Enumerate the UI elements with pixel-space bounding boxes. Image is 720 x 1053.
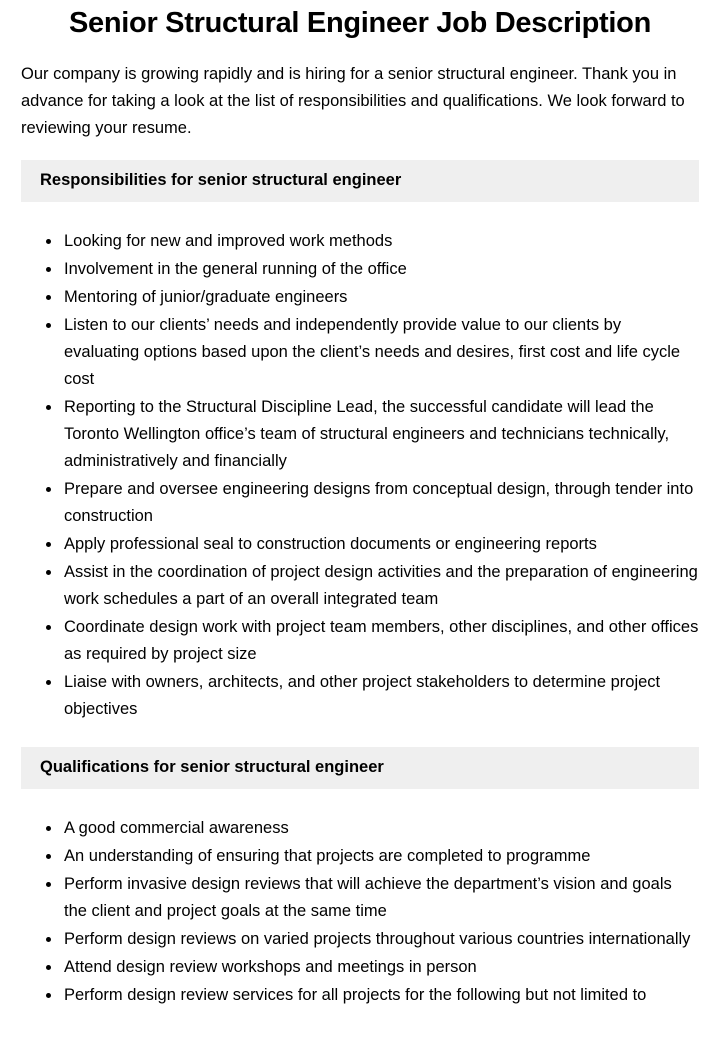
- list-item: • Looking for new and improved work methods: [62, 228, 699, 255]
- list-item: • Assist in the coordination of project design activities and the preparation of engineering work schedules a part of an overall integrated team: [62, 559, 699, 613]
- list-item: • Apply professional seal to construction documents or engineering reports: [62, 531, 699, 558]
- list-item: • Prepare and oversee engineering designs from conceptual design, through tender into construction: [62, 476, 699, 530]
- intro-paragraph: Our company is growing rapidly and is hiring for a senior structural engineer. Thank you in advance for taking a look at the list of responsibilities and qualifications. We look forward to reviewing your resume.: [21, 64, 685, 137]
- list-item: • A good commercial awareness: [62, 815, 699, 842]
- list-item: • Reporting to the Structural Discipline Lead, the successful candidate will lead the Toronto Wellington office’s team of structural engineers and technicians technically, administratively and financially: [62, 394, 699, 475]
- list-item: • Mentoring of junior/graduate engineers: [62, 284, 699, 311]
- qualifications-section: [21, 747, 699, 1009]
- responsibilities-heading: Responsibilities for senior structural engineer: [21, 160, 699, 202]
- responsibilities-section: [21, 160, 699, 723]
- responsibilities-list: [21, 228, 699, 723]
- list-item: • Perform invasive design reviews that will achieve the department’s vision and goals the client and project goals at the same time: [62, 871, 699, 925]
- list-item: • Liaise with owners, architects, and other project stakeholders to determine project objectives: [62, 669, 699, 723]
- list-item: • An understanding of ensuring that projects are completed to programme: [62, 843, 699, 870]
- list-item: • Coordinate design work with project team members, other disciplines, and other offices as required by project size: [62, 614, 699, 668]
- qualifications-list: [21, 815, 699, 1009]
- list-item: • Involvement in the general running of the office: [62, 256, 699, 283]
- qualifications-heading: Qualifications for senior structural engineer: [21, 747, 699, 789]
- page-title: Senior Structural Engineer Job Description: [68, 7, 651, 39]
- list-item: • Listen to our clients’ needs and independently provide value to our clients by evaluating options based upon the client’s needs and desires, first cost and life cycle cost: [62, 312, 699, 393]
- list-item: • Perform design review services for all projects for the following but not limited to: [62, 982, 699, 1009]
- list-item: • Perform design reviews on varied projects throughout various countries internationally: [62, 926, 699, 953]
- list-item: • Attend design review workshops and meetings in person: [62, 954, 699, 981]
